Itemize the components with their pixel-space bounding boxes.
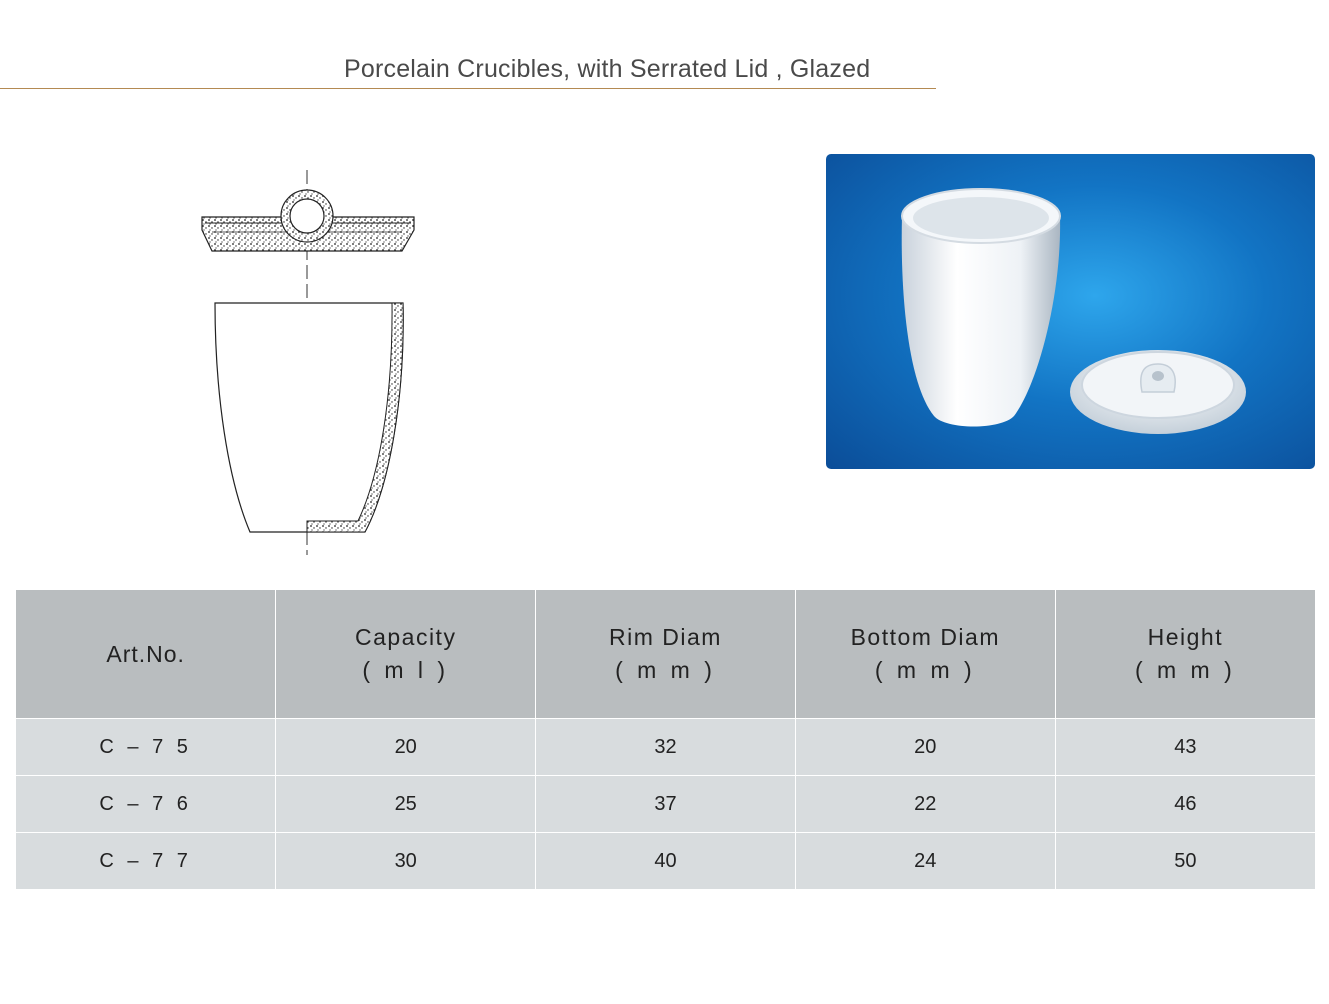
header-art-no: [16, 590, 276, 719]
header-unit: ( m m ): [874, 657, 976, 683]
cell-capacity: 25: [276, 776, 536, 833]
header-unit: ( m l ): [362, 657, 450, 683]
cell-capacity: 30: [276, 833, 536, 890]
header-label: Art.No.: [106, 640, 185, 667]
page-title-text: Porcelain Crucibles, with Serrated Lid , Glazed: [344, 55, 871, 83]
cell-bottom-diam: 24: [795, 833, 1055, 890]
cell-art-no: C – 7 7: [16, 833, 276, 890]
header-label: Rim Diam: [609, 624, 722, 650]
table-row: [16, 776, 1315, 833]
header-capacity: [276, 590, 536, 719]
cell-height: 43: [1055, 719, 1315, 776]
table-row: [16, 719, 1315, 776]
cell-rim-diam: 37: [536, 776, 796, 833]
header-unit: ( m m ): [1134, 657, 1236, 683]
cell-bottom-diam: 22: [795, 776, 1055, 833]
header-bottom-diam: [795, 590, 1055, 719]
table-row: [16, 833, 1315, 890]
header-label: Bottom Diam: [850, 624, 1000, 650]
header-height: [1055, 590, 1315, 719]
cell-height: 46: [1055, 776, 1315, 833]
page-title: [0, 55, 936, 89]
cell-rim-diam: 40: [536, 833, 796, 890]
cell-capacity: 20: [276, 719, 536, 776]
header-unit: ( m m ): [615, 657, 716, 683]
table-header-row: [16, 590, 1315, 719]
cell-art-no: C – 7 6: [16, 776, 276, 833]
header-label: Capacity: [354, 624, 457, 650]
spec-table: [16, 590, 1315, 890]
cell-rim-diam: 32: [536, 719, 796, 776]
cell-art-no: C – 7 5: [16, 719, 276, 776]
header-rim-diam: [536, 590, 796, 719]
cell-height: 50: [1055, 833, 1315, 890]
header-label: Height: [1147, 624, 1224, 650]
crucible-photo: [826, 154, 1315, 469]
crucible-drawing: [190, 165, 430, 560]
cell-bottom-diam: 20: [795, 719, 1055, 776]
